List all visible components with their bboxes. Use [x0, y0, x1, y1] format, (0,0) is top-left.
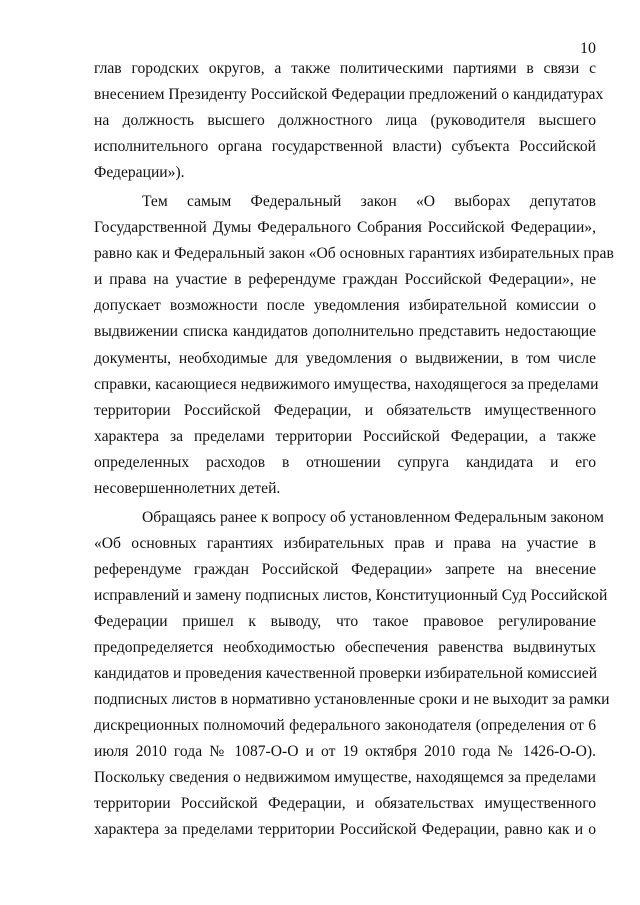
text-line: Поскольку сведения о недвижимом имуществе, находящемся за пределами: [94, 769, 596, 787]
text-line: территории Российской Федерации, и обязательствах имущественного: [94, 795, 596, 813]
text-line: Федерации»).: [94, 164, 185, 182]
text-line: характера за пределами территории Российской Федерации, а также: [94, 427, 596, 445]
paragraph-2: [94, 189, 614, 502]
page-number: 10: [580, 40, 596, 57]
text-line: Федерации пришел к выводу, что такое правовое регулирование: [94, 612, 596, 630]
text-line: подписных листов в нормативно установленные сроки и не выходит за рамки: [94, 691, 610, 709]
text-line: несовершеннолетних детей.: [94, 479, 281, 497]
text-line: дискреционных полномочий федерального законодателя (определения от 6: [94, 717, 596, 735]
text-line: и права на участие в референдуме граждан Российской Федерации», не: [94, 271, 596, 289]
text-line: определенных расходов в отношении супруга кандидата и его: [94, 453, 596, 471]
text-line: выдвижении списка кандидатов дополнительно представить недостающие: [94, 323, 596, 341]
text-line: равно как и Федеральный закон «Об основных гарантиях избирательных прав: [94, 245, 614, 263]
text-line: характера за пределами территории Российской Федерации, равно как и о: [94, 821, 596, 839]
text-line: документы, необходимые для уведомления о выдвижении, в том числе: [94, 349, 596, 367]
text-line: глав городских округов, а также политическими партиями в связи с: [94, 60, 596, 77]
paragraph-3: [94, 505, 610, 844]
text-line: на должность высшего должностного лица (руководителя высшего: [94, 112, 596, 130]
text-line: «Об основных гарантиях избирательных прав и права на участие в: [94, 534, 596, 552]
paragraph-1: [94, 56, 604, 186]
text-line: Государственной Думы Федерального Собрания Российской Федерации»,: [94, 219, 596, 237]
text-line: Тем самым Федеральный закон «О выборах депутатов: [142, 193, 596, 211]
text-line: июля 2010 года № 1087-О-О и от 19 октября 2010 года № 1426-О-О).: [94, 743, 596, 761]
text-line: Обращаясь ранее к вопросу об установленном Федеральным законом: [142, 508, 604, 526]
text-line: допускает возможности после уведомления избирательной комиссии о: [94, 297, 596, 315]
text-line: справки, касающиеся недвижимого имущества, находящегося за пределами: [94, 375, 599, 393]
text-line: территории Российской Федерации, и обязательств имущественного: [94, 401, 596, 419]
text-line: внесением Президенту Российской Федерации предложений о кандидатурах: [94, 86, 604, 104]
text-line: кандидатов и проведения качественной проверки избирательной комиссией: [94, 665, 598, 683]
text-line: исполнительного органа государственной власти) субъекта Российской: [94, 138, 596, 156]
body-text: [94, 56, 614, 843]
text-line: предопределяется необходимостью обеспечения равенства выдвинутых: [94, 639, 596, 657]
text-line: референдуме граждан Российской Федерации» запрете на внесение: [94, 560, 596, 578]
text-line: исправлений и замену подписных листов, Конституционный Суд Российской: [94, 586, 608, 604]
